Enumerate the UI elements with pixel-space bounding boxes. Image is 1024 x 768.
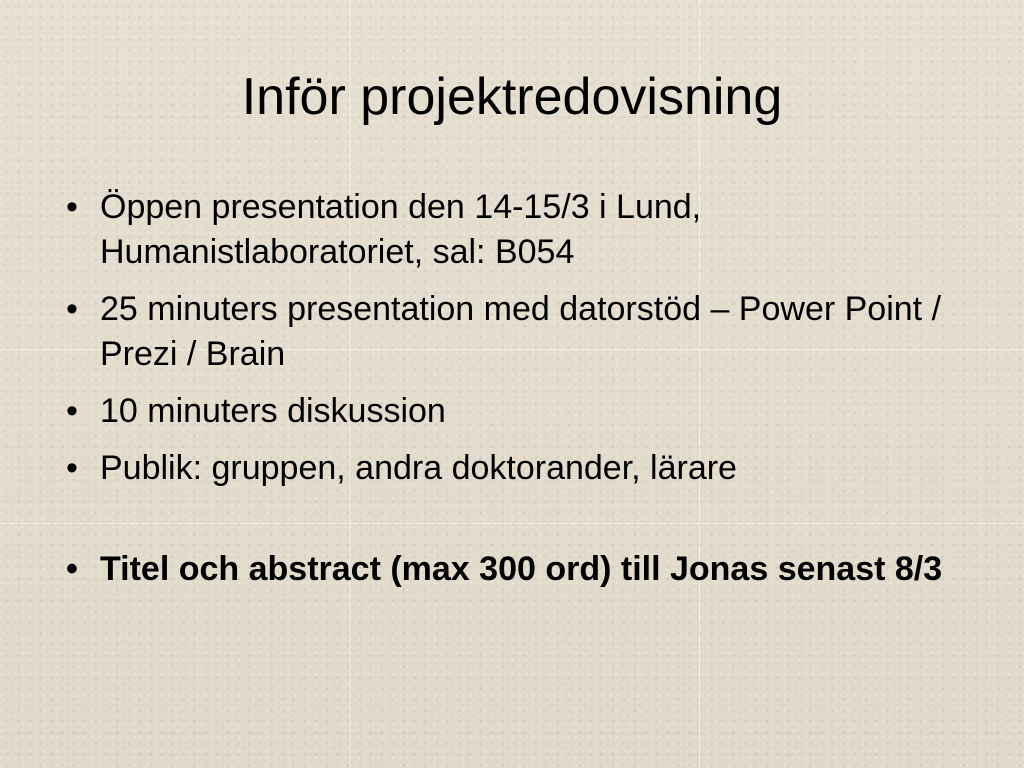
bullet-item (60, 389, 970, 434)
bullet-icon: • (66, 290, 78, 328)
bullet-text: 25 minuters presentation med datorstöd – Power Point / Prezi / Brain (100, 290, 942, 373)
bullet-text: Titel och abstract (max 300 ord) till Jonas senast 8/3 (100, 550, 943, 588)
bullet-icon: • (66, 449, 78, 487)
bullet-list (60, 185, 970, 604)
slide-title: Inför projektredovisning (241, 68, 783, 126)
bullet-item (60, 446, 970, 491)
bullet-text: Publik: gruppen, andra doktorander, lärare (100, 449, 737, 487)
bullet-item (60, 185, 970, 275)
bullet-text: 10 minuters diskussion (100, 392, 446, 430)
bullet-text: Öppen presentation den 14-15/3 i Lund, Humanistlaboratoriet, sal: B054 (100, 188, 702, 271)
bullet-icon: • (66, 392, 78, 430)
bullet-item-deadline (60, 547, 970, 592)
bullet-icon: • (66, 188, 78, 226)
bullet-spacer (60, 503, 970, 547)
bullet-item (60, 287, 970, 377)
bullet-icon: • (66, 550, 78, 588)
